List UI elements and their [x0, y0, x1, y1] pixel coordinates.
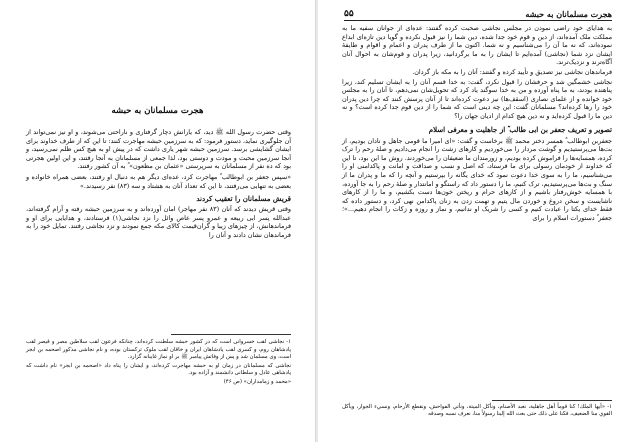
right-paragraph-2: فرماندهان نجاشی نیز تصدیق و تأیید کرده و گفتند: آنان را به مکه باز گردان. — [412, 67, 612, 76]
left-footnote-3: «محمد و زمامداران» (ص ۴۶) — [223, 378, 291, 385]
header-title: هجرت مسلمانان به حبشه — [525, 9, 612, 19]
left-section-paragraph: وقتی قریش دیدند که آنان (۸۳ نفر مهاجر) امان آورده‌اند و به سرزمین حبشه رفته و آرام گرفته‌اند، عبدالله پسر ابی ربیعه و عمرو پسر عاص وائل را نزد نجاشی(١) فرستادند، و هدایایی برای او و فرماندهانش، از چیزهای زیبا و گران‌قیمت کالای مکه جمع نمودند و نزد نجاشی رفتند. تمایل خود را به فرماندهان نشان دادند و آنان را — [26, 205, 291, 239]
chapter-title: هجرت مسلمانان به حبشه — [111, 106, 204, 116]
left-footnote-2: نجاشی که مسلمانان در زمان او به حبشه مهاجرت کرده‌اند، و ایشان را پناه داد «اصحمه بن ابجر» نام داشت که پادشاهی عادل و سلطانی دانشمند و آزاده بود. — [26, 362, 291, 377]
right-footnote: ١- «أيها الملك! كنا قوماً أهل جاهلية، نعبد الأصنام، ونأكل الميتة، ونأتي الفواحش، ونقطع الأرحام، ونسيء الجوار، ويأكل القوي منا الضعيف، فكنا على ذلك حتى بعث الله إلينا رسولاً منا، نعرف نسبه وصدقه — [342, 404, 612, 418]
right-paragraph-1: به هدایای خود راضی نمودن در مجلس نجاشی صحبت کرده گفتند: عده‌ای از جوانان سفیه ما به مملکت ملک آمده‌اند، از دین و قوم خود جدا شده، دین شما را نیز قبول نکرده و گویا دین تازه‌ای ابداع نموده‌اند، که نه ما آن را می‌شناسیم و نه شما. اکنون ما از طرف پدران و اعمام و اقوام و طایفهٔ ایشان نزد شما (نجاشی) آمده‌ایم تا ایشان را به ما برگردانید، زیرا پدران و قوم‌شان به احوال آنان آگاه‌ترند و نزدیک‌ترند. — [342, 24, 612, 67]
right-paragraph-3: نجاشی خشمگین شد و حرفشان را قبول نکرد، گفت: به خدا قسم آنان را به ایشان تسلیم کند، زیرا پناهنده بودند، به ما پناه آورده و من به خدا سوگند یاد کرد که تحویل‌شان نمی‌دهم، تا آنان را به مجلس خود خوانده و از علمای نصاری (اسقف‌ها) نیز دعوت کرده‌اند تا از آنان پرسش کنند که چرا دین پدران خود را رها کرده‌اند؟ مسلمانان گفت: این چه دینی است که شما را از دین قوم جدا کرده است؟ و نه دین ما را قبول کرده‌اید و نه دین هیچ کدام از ادیان جهان را؟ — [342, 77, 612, 120]
left-page — [0, 0, 316, 442]
left-footnotes — [26, 339, 291, 388]
footnote-rule — [492, 400, 612, 401]
left-footnote-1: ١- نجاشی لقب خسروانی است که در کشور حبشه سلطنت کرده‌اند، چنانکه فرعون لقب سلاطین مصر و قیصر لقب پادشاهان روم، و کسری لقب پادشاهان ایران و خاقان لقب ملوک ترکستان بوده، و نام نجاشی مذکور اصحمه بن ابجر است، وی مسلمان شد و پس از وفاتش پیامبر ﷺ بر او نماز غایبانه گزارد. — [26, 339, 291, 361]
left-paragraph-2: «سپس جعفر بن ابوطالب ؓ مهاجرت کرد، عده‌ای دیگر هم به دنبال او رفتند، بعضی همراه خانواده و بعضی به تنهایی می‌رفتند، تا این که تعداد آنان به هشتاد و سه (۸۳) نفر رسیدند.» — [26, 172, 291, 190]
right-section-paragraph: جعفربن ابوطالب ؓ همسر دختر محمد ﷺ برخاست و گفت: «ای امیرا ما قومی جاهل و نادان بودیم، از بت‌ها می‌پرستیدیم و گوشت مردار را می‌خوردیم و کارهای زشت را انجام می‌دادیم و صلهٔ رحم را ترک کرده، همسایه‌ها را فراموش کرده بودیم، و زورمندان ما ضعیفان را می‌خوردند. روش ما این بود، تا این که خداوند از خودمان رسولی برای ما فرستاد، که اصل و نسب و صداقت و امانت و پاکدامنی او را می‌شناسیم، ما را به سوی خدا دعوت نمود که خدای یگانه را بپرستیم و آنچه را که ما و پدران ما از سنگ و بت‌ها می‌پرستیدیم، ترک کنیم، ما را دستور داد که راستگو و امانتدار و صلهٔ رحم را به جا آورده، با همسایه خوش‌رفتار باشیم و از کارهای حرام و ریختن خون‌ها دست بکشیم، و ما را از کارهای ناشایست و سخن دروغ و خوردن مال یتیم و تهمت زدن به زنان پاکدامن نهی کرد، و دستور داده که فقط خدای یکتا را عبادت کنیم و کسی را شریک او ندانیم، و نماز و روزه و زکات را انجام دهیم...»؛ جعفر ؓ دستورات اسلام را برای — [342, 136, 612, 222]
page-number: ۵۵ — [344, 9, 354, 19]
left-body — [26, 128, 291, 242]
right-section-heading: تصویر و تعریف جعفر بن ابی طالب ؓ از جاهلیت و معرفی اسلام — [428, 124, 612, 134]
footnote-rule — [171, 334, 291, 335]
right-page — [318, 0, 634, 442]
left-section-heading: قریش مسلمانان را تعقیب کردند — [196, 194, 291, 204]
right-body — [342, 24, 612, 223]
running-header — [344, 8, 612, 21]
left-paragraph-1: وقتی حضرت رسول الله ﷺ دید، که یارانش دچار گرفتاری و ناراحتی می‌شوند، و او نیز نمی‌تواند از آن جلوگیری نماید، دستور فرمود: که به سرزمین حبشه مهاجرت کنند: تا این که از طرف خداوند برای ایشان گشایشی برسد. سرزمین حبشه شهر یاری داشت که در پیش او به هیچ کس ظلم نمی‌رسید، و آنجا سرزمین محبت و مودت و دوستی بود، لذا جمعی از مسلمانان به آنجا رفتند، و این اولین هجرتی بود که ده نفر از مسلمانان به سرپرستی «عثمان بن مظعون» ؓ به آن کشور رفتند. — [26, 128, 291, 171]
